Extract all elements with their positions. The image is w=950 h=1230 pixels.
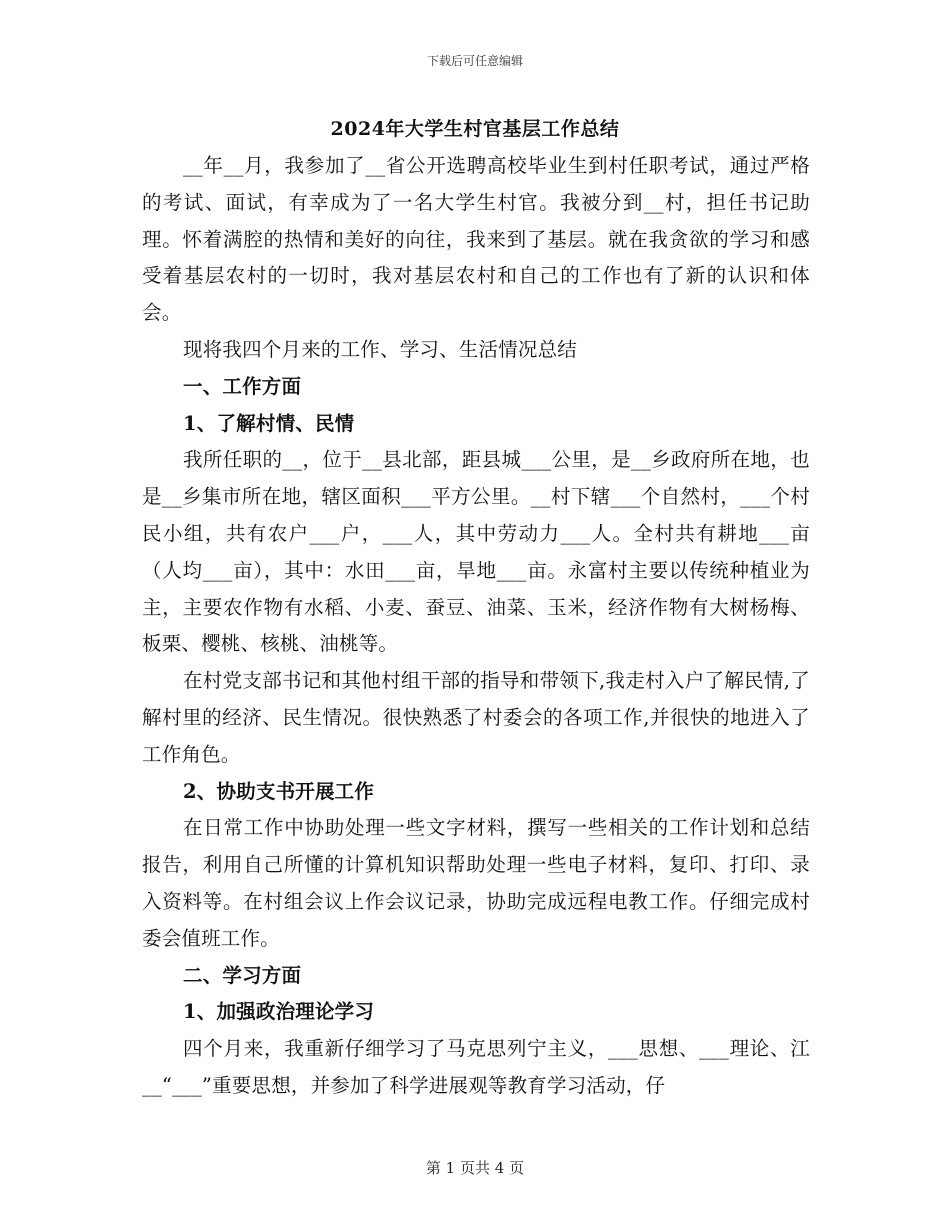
section-heading-study: 二、学习方面 bbox=[183, 963, 302, 987]
section-heading-work: 一、工作方面 bbox=[183, 374, 302, 398]
paragraph-summary-lead: 现将我四个月来的工作、学习、生活情况总结 bbox=[183, 337, 578, 361]
document-title: 2024年大学生村官基层工作总结 bbox=[330, 118, 620, 140]
page-footer: 第 1 页共 4 页 bbox=[425, 1159, 525, 1177]
header-note: 下载后可任意编辑 bbox=[426, 54, 523, 68]
paragraph-intro: __年__月，我参加了__省公开选聘高校毕业生到村任职考试，通过严格的考试、面试，有幸成为了一名大学生村官。我被分到__村，担任书记助理。怀着满腔的热情和美好的向往，我来到了基层。就在我贪欲的学习和感受着基层农村的一切时，我对基层农村和自己的工作也有了新的认识和体会。 bbox=[142, 154, 810, 325]
paragraph-village-info: 我所任职的__，位于__县北部，距县城___公里，是__乡政府所在地，也是__乡集市所在地，辖区面积___平方公里。__村下辖___个自然村，___个村民小组，共有农户___户，___人，其中劳动力___人。全村共有耕地___亩（人均___亩），其中：水田___亩，旱地___亩。永富村主要以传统种植业为主，主要农作物有水稻、小麦、蚕豆、油菜、玉米，经济作物有大树杨梅、板栗、樱桃、核桃、油桃等。 bbox=[142, 448, 810, 656]
paragraph-assist-work: 在日常工作中协助处理一些文字材料，撰写一些相关的工作计划和总结报告，利用自己所懂的计算机知识帮助处理一些电子材料，复印、打印、录入资料等。在村组会议上作会议记录，协助完成远程电教工作。仔细完成村委会值班工作。 bbox=[142, 816, 810, 950]
document-body bbox=[142, 148, 810, 1105]
subheading-political-theory: 1、加强政治理论学习 bbox=[183, 1000, 375, 1024]
paragraph-field-visits: 在村党支部书记和其他村组干部的指导和带领下,我走村入户了解民情,了解村里的经济、民生情况。很快熟悉了村委会的各项工作,并很快的地进入了工作角色。 bbox=[142, 669, 810, 766]
subheading-assist-secretary: 2、协助支书开展工作 bbox=[183, 779, 375, 803]
subheading-village-situation: 1、了解村情、民情 bbox=[183, 411, 355, 435]
paragraph-political-study: 四个月来，我重新仔细学习了马克思列宁主义，___思想、___理论、江__“___”重要思想，并参加了科学进展观等教育学习活动，仔 bbox=[142, 1037, 810, 1097]
